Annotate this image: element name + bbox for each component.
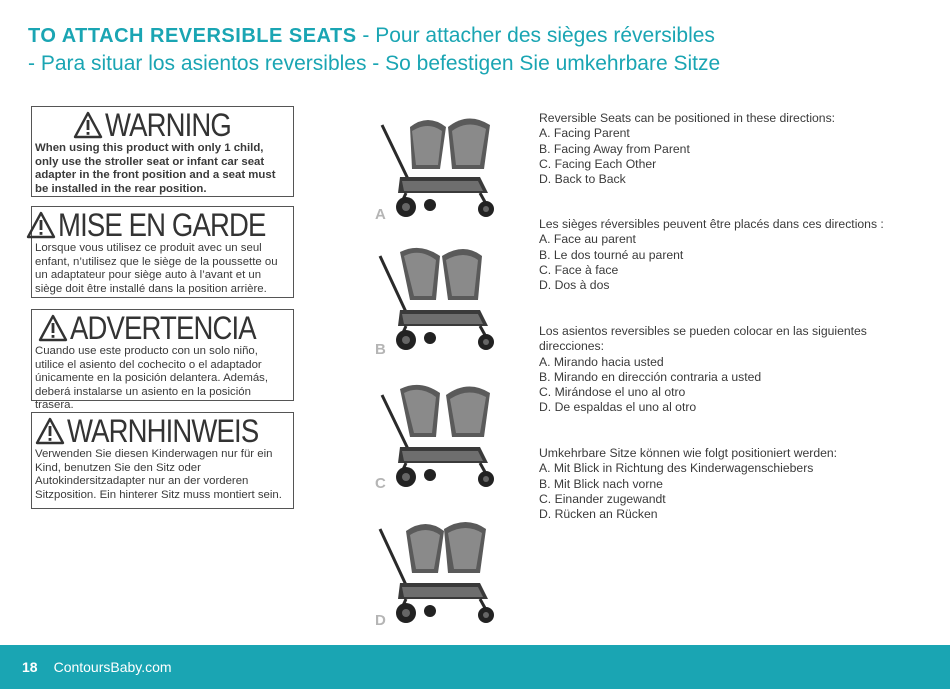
directions-en (539, 111, 899, 187)
directions-es (539, 324, 899, 416)
warning-heading (32, 108, 293, 142)
direction-item: D. Back to Back (539, 172, 626, 187)
warning-box-de (31, 412, 294, 509)
stroller-back-to-back-icon (370, 515, 505, 630)
warning-text: When using this product with only 1 child, only use the stroller seat or infant car seat adapter in the front position and a seat must be installed in the rear position. (35, 142, 276, 195)
warning-heading-text: WARNING (105, 107, 232, 143)
stroller-facing-each-other-icon (370, 377, 505, 492)
page-footer (0, 645, 950, 689)
warning-text: Verwenden Sie diesen Kinderwagen nur für ein Kind, benutzen Sie den Sitz oder Autokindersitzadapter nur an der vorderen Sitzposition. Ein hinterer Sitz muss montiert sein. (35, 448, 282, 501)
warning-heading (32, 414, 293, 448)
title-rest: - Pour attacher des sièges réversibles (356, 24, 715, 47)
figure-letter: D (375, 612, 386, 629)
direction-item: D. De espaldas el uno al otro (539, 400, 697, 415)
direction-item: D. Dos à dos (539, 278, 610, 293)
warning-triangle-icon (35, 417, 65, 445)
direction-item: A. Face au parent (539, 232, 636, 247)
direction-item: C. Mirándose el uno al otro (539, 385, 686, 400)
direction-item: A. Facing Parent (539, 126, 630, 141)
warning-triangle-icon (38, 314, 68, 342)
warning-text: Lorsque vous utilisez ce produit avec un seul enfant, n’utilisez que le siège de la poussette ou un adaptateur pour siège auto à l’avant et un siège doit être installé dans la position arrière. (35, 242, 278, 295)
directions-fr (539, 217, 899, 293)
figure-letter: C (375, 475, 386, 492)
title-bold: TO ATTACH REVERSIBLE SEATS (28, 25, 357, 47)
stroller-facing-parent-icon (370, 107, 505, 222)
direction-item: A. Mirando hacia usted (539, 354, 664, 369)
warning-box-es (31, 309, 294, 412)
direction-item: B. Facing Away from Parent (539, 141, 690, 156)
direction-item: D. Rücken an Rücken (539, 507, 658, 522)
warning-box-en (31, 106, 294, 197)
warning-heading-text: ADVERTENCIA (70, 310, 257, 346)
direction-item: A. Mit Blick in Richtung des Kinderwagenschiebers (539, 461, 814, 476)
direction-item: C. Facing Each Other (539, 156, 657, 171)
figure-letter: B (375, 341, 386, 358)
warning-heading-text: WARNHINWEIS (67, 413, 259, 449)
warning-heading (32, 208, 293, 242)
direction-item: C. Face à face (539, 262, 619, 277)
warning-box-fr (31, 206, 294, 298)
stroller-facing-away-icon (370, 242, 505, 357)
directions-intro: Les sièges réversibles peuvent être placés dans ces directions : (539, 217, 884, 231)
figure-letter: A (375, 206, 386, 223)
warning-heading (32, 311, 293, 345)
direction-item: B. Le dos tourné au parent (539, 247, 684, 262)
page-title (28, 22, 928, 78)
direction-item: C. Einander zugewandt (539, 491, 666, 506)
directions-de (539, 446, 899, 522)
warning-triangle-icon (26, 211, 56, 239)
title-line-2: - Para situar los asientos reversibles - So befestigen Sie umkehrbare Sitze (28, 52, 721, 75)
warning-triangle-icon (73, 111, 103, 139)
warning-text: Cuando use este producto con un solo niño, utilice el asiento del cochecito o el adaptador únicamente en la posición delantera. Además, deberá instalarse un asiento en la posición trasera. (35, 345, 269, 412)
footer-site-link[interactable]: ContoursBaby.com (53, 659, 172, 675)
directions-intro: Umkehrbare Sitze können wie folgt positioniert werden: (539, 446, 838, 460)
directions-intro: Reversible Seats can be positioned in these directions: (539, 111, 836, 125)
direction-item: B. Mirando en dirección contraria a usted (539, 369, 762, 384)
page-number: 18 (22, 659, 38, 675)
warning-heading-text: MISE EN GARDE (57, 207, 266, 243)
direction-item: B. Mit Blick nach vorne (539, 476, 663, 491)
title-line-1 (28, 22, 928, 50)
directions-intro-continued: direcciones: (539, 339, 605, 354)
directions-intro: Los asientos reversibles se pueden colocar en las siguientes (539, 324, 867, 338)
